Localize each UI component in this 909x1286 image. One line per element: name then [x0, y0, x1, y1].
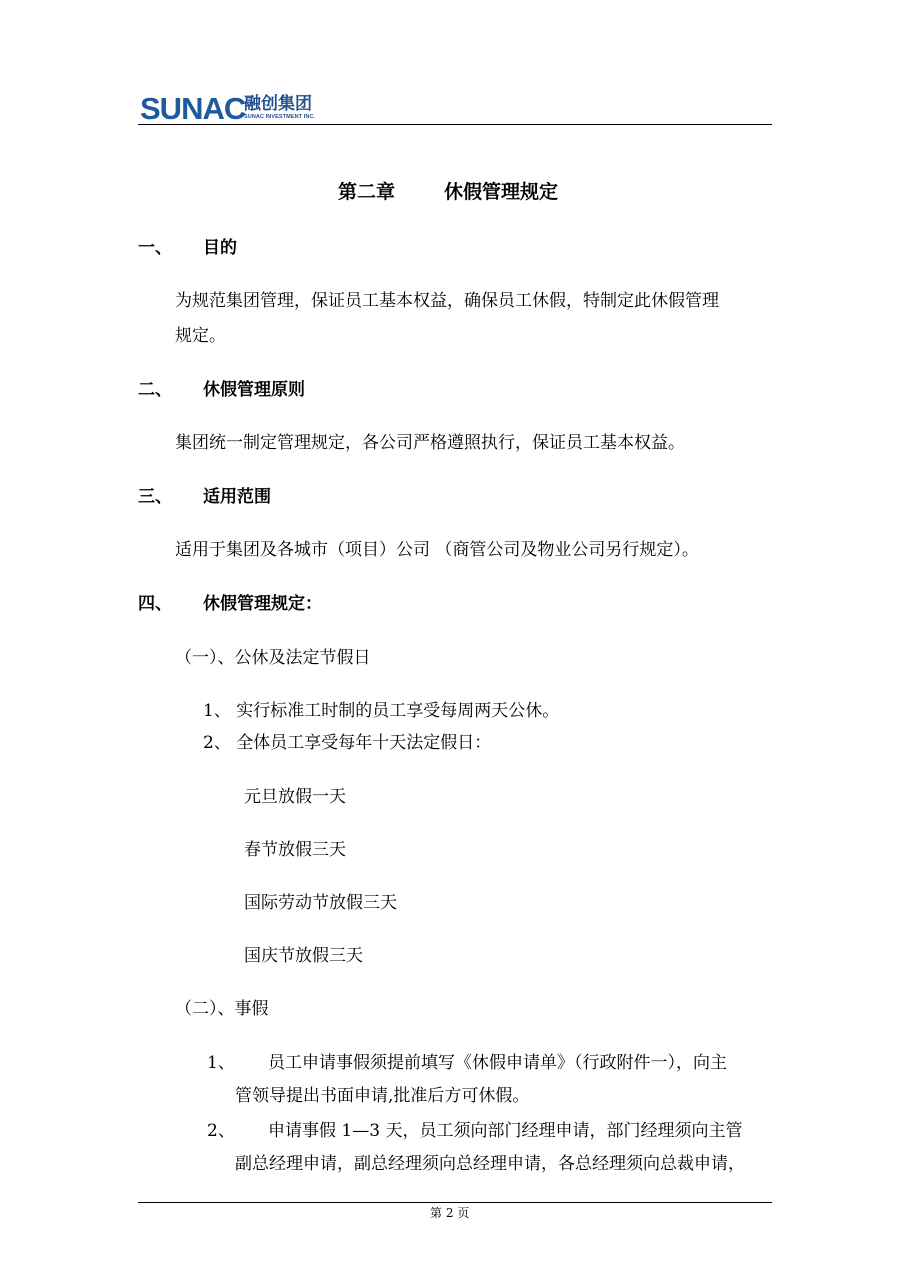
personal-leave-item-2-line-1: 申请事假 1—3 天，员工须向部门经理申请，部门经理须向主管: [268, 1121, 743, 1141]
chapter-number: 第二章: [338, 181, 396, 203]
logo-wordmark: SUNAC: [140, 91, 246, 126]
personal-leave-item-2-line-2: 副总经理申请，副总经理须向总经理申请，各总经理须向总裁申请，: [235, 1154, 745, 1174]
footer-divider: [138, 1202, 772, 1203]
section-4-number: 四、: [138, 594, 172, 614]
holiday-new-year: 元旦放假一天: [244, 787, 346, 807]
personal-leave-item-1-line-1: 员工申请事假须提前填写《休假申请单》（行政附件一），向主: [268, 1053, 727, 1073]
section-3-body: 适用于集团及各城市（项目）公司 （商管公司及物业公司另行规定）。: [175, 540, 699, 560]
section-2-body: 集团统一制定管理规定，各公司严格遵照执行，保证员工基本权益。: [175, 433, 685, 453]
section-2-number: 二、: [138, 380, 172, 400]
holiday-national-day: 国庆节放假三天: [244, 946, 363, 966]
personal-leave-item-2-number: 2、: [207, 1121, 235, 1141]
section-4-heading: 休假管理规定：: [203, 594, 322, 614]
section-1-body-line-1: 为规范集团管理，保证员工基本权益，确保员工休假，特制定此休假管理: [175, 291, 719, 311]
section-1-heading: 目的: [203, 238, 237, 258]
holiday-labour-day: 国际劳动节放假三天: [244, 893, 397, 913]
public-holidays-item-2: 2、 全体员工享受每年十天法定假日：: [203, 733, 492, 753]
public-holidays-item-1: 1、 实行标准工时制的员工享受每周两天公休。: [203, 701, 560, 721]
section-2-heading: 休假管理原则: [203, 380, 305, 400]
logo-english-name: SUNAC INVESTMENT INC.: [244, 114, 316, 120]
logo-chinese-name: 融创集团: [244, 94, 312, 114]
subsection-public-holidays-heading: （一）、公休及法定节假日: [175, 648, 371, 668]
section-1-number: 一、: [138, 238, 172, 258]
section-1-body-line-2: 规定。: [175, 326, 226, 346]
chapter-title: 休假管理规定: [444, 181, 559, 203]
header-divider: [138, 124, 772, 125]
page-number: 第 2 页: [430, 1206, 470, 1220]
subsection-personal-leave-heading: （二）、事假: [175, 999, 269, 1019]
holiday-spring-festival: 春节放假三天: [244, 840, 346, 860]
company-logo: [140, 92, 320, 128]
personal-leave-item-1-number: 1、: [207, 1053, 235, 1073]
section-3-number: 三、: [138, 487, 172, 507]
section-3-heading: 适用范围: [203, 487, 271, 507]
personal-leave-item-1-line-2: 管领导提出书面申请,批准后方可休假。: [235, 1086, 530, 1106]
